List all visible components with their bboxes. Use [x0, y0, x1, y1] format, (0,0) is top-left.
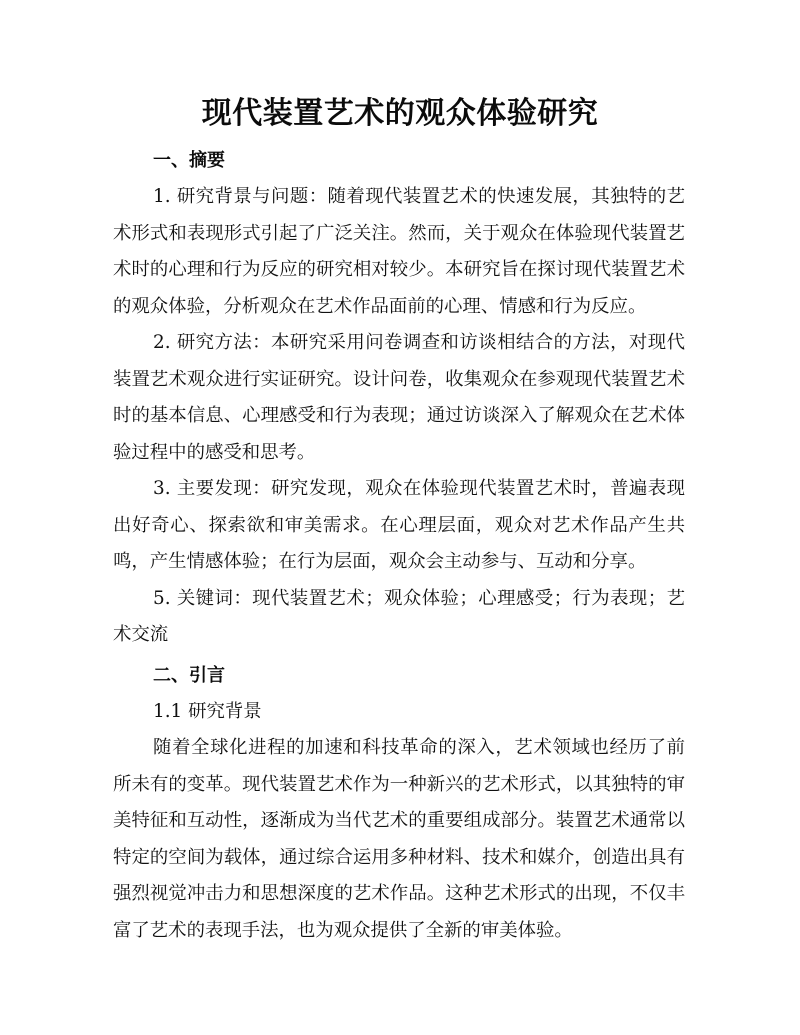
document-title: 现代装置艺术的观众体验研究: [201, 96, 599, 131]
intro-paragraph: 随着全球化进程的加速和科技革命的深入，艺术领域也经历了前所未有的变革。现代装置艺术作为一种新兴的艺术形式，以其独特的审美特征和互动性，逐渐成为当代艺术的重要组成部分。装置艺术通常以特定的空间为载体，通过综合运用多种材料、技术和媒介，创造出具有强烈视觉冲击力和思想深度的艺术作品。这种艺术形式的出现，不仅丰富了艺术的表现手法，也为观众提供了全新的审美体验。: [113, 737, 685, 941]
section-heading-abstract: 一、摘要: [153, 150, 225, 171]
subsection-heading-background: 1.1 研究背景: [153, 700, 262, 722]
abstract-item-findings: 3. 主要发现：研究发现，观众在体验现代装置艺术时，普遍表现出好奇心、探索欲和审美需求。在心理层面，观众对艺术作品产生共鸣，产生情感体验；在行为层面，观众会主动参与、互动和分享。: [113, 478, 685, 572]
abstract-item-keywords: 5. 关键词：现代装置艺术；观众体验；心理感受；行为表现；艺术交流: [113, 587, 685, 645]
abstract-item-background: 1. 研究背景与问题：随着现代装置艺术的快速发展，其独特的艺术形式和表现形式引起了广泛关注。然而，关于观众在体验现代装置艺术时的心理和行为反应的研究相对较少。本研究旨在探讨现代装置艺术的观众体验，分析观众在艺术作品面前的心理、情感和行为反应。: [113, 186, 685, 317]
document-body: [113, 143, 685, 949]
section-heading-introduction: 二、引言: [153, 664, 225, 686]
abstract-item-method: 2. 研究方法：本研究采用问卷调查和访谈相结合的方法，对现代装置艺术观众进行实证研究。设计问卷，收集观众在参观现代装置艺术时的基本信息、心理感受和行为表现；通过访谈深入了解观众在艺术体验过程中的感受和思考。: [113, 332, 685, 463]
